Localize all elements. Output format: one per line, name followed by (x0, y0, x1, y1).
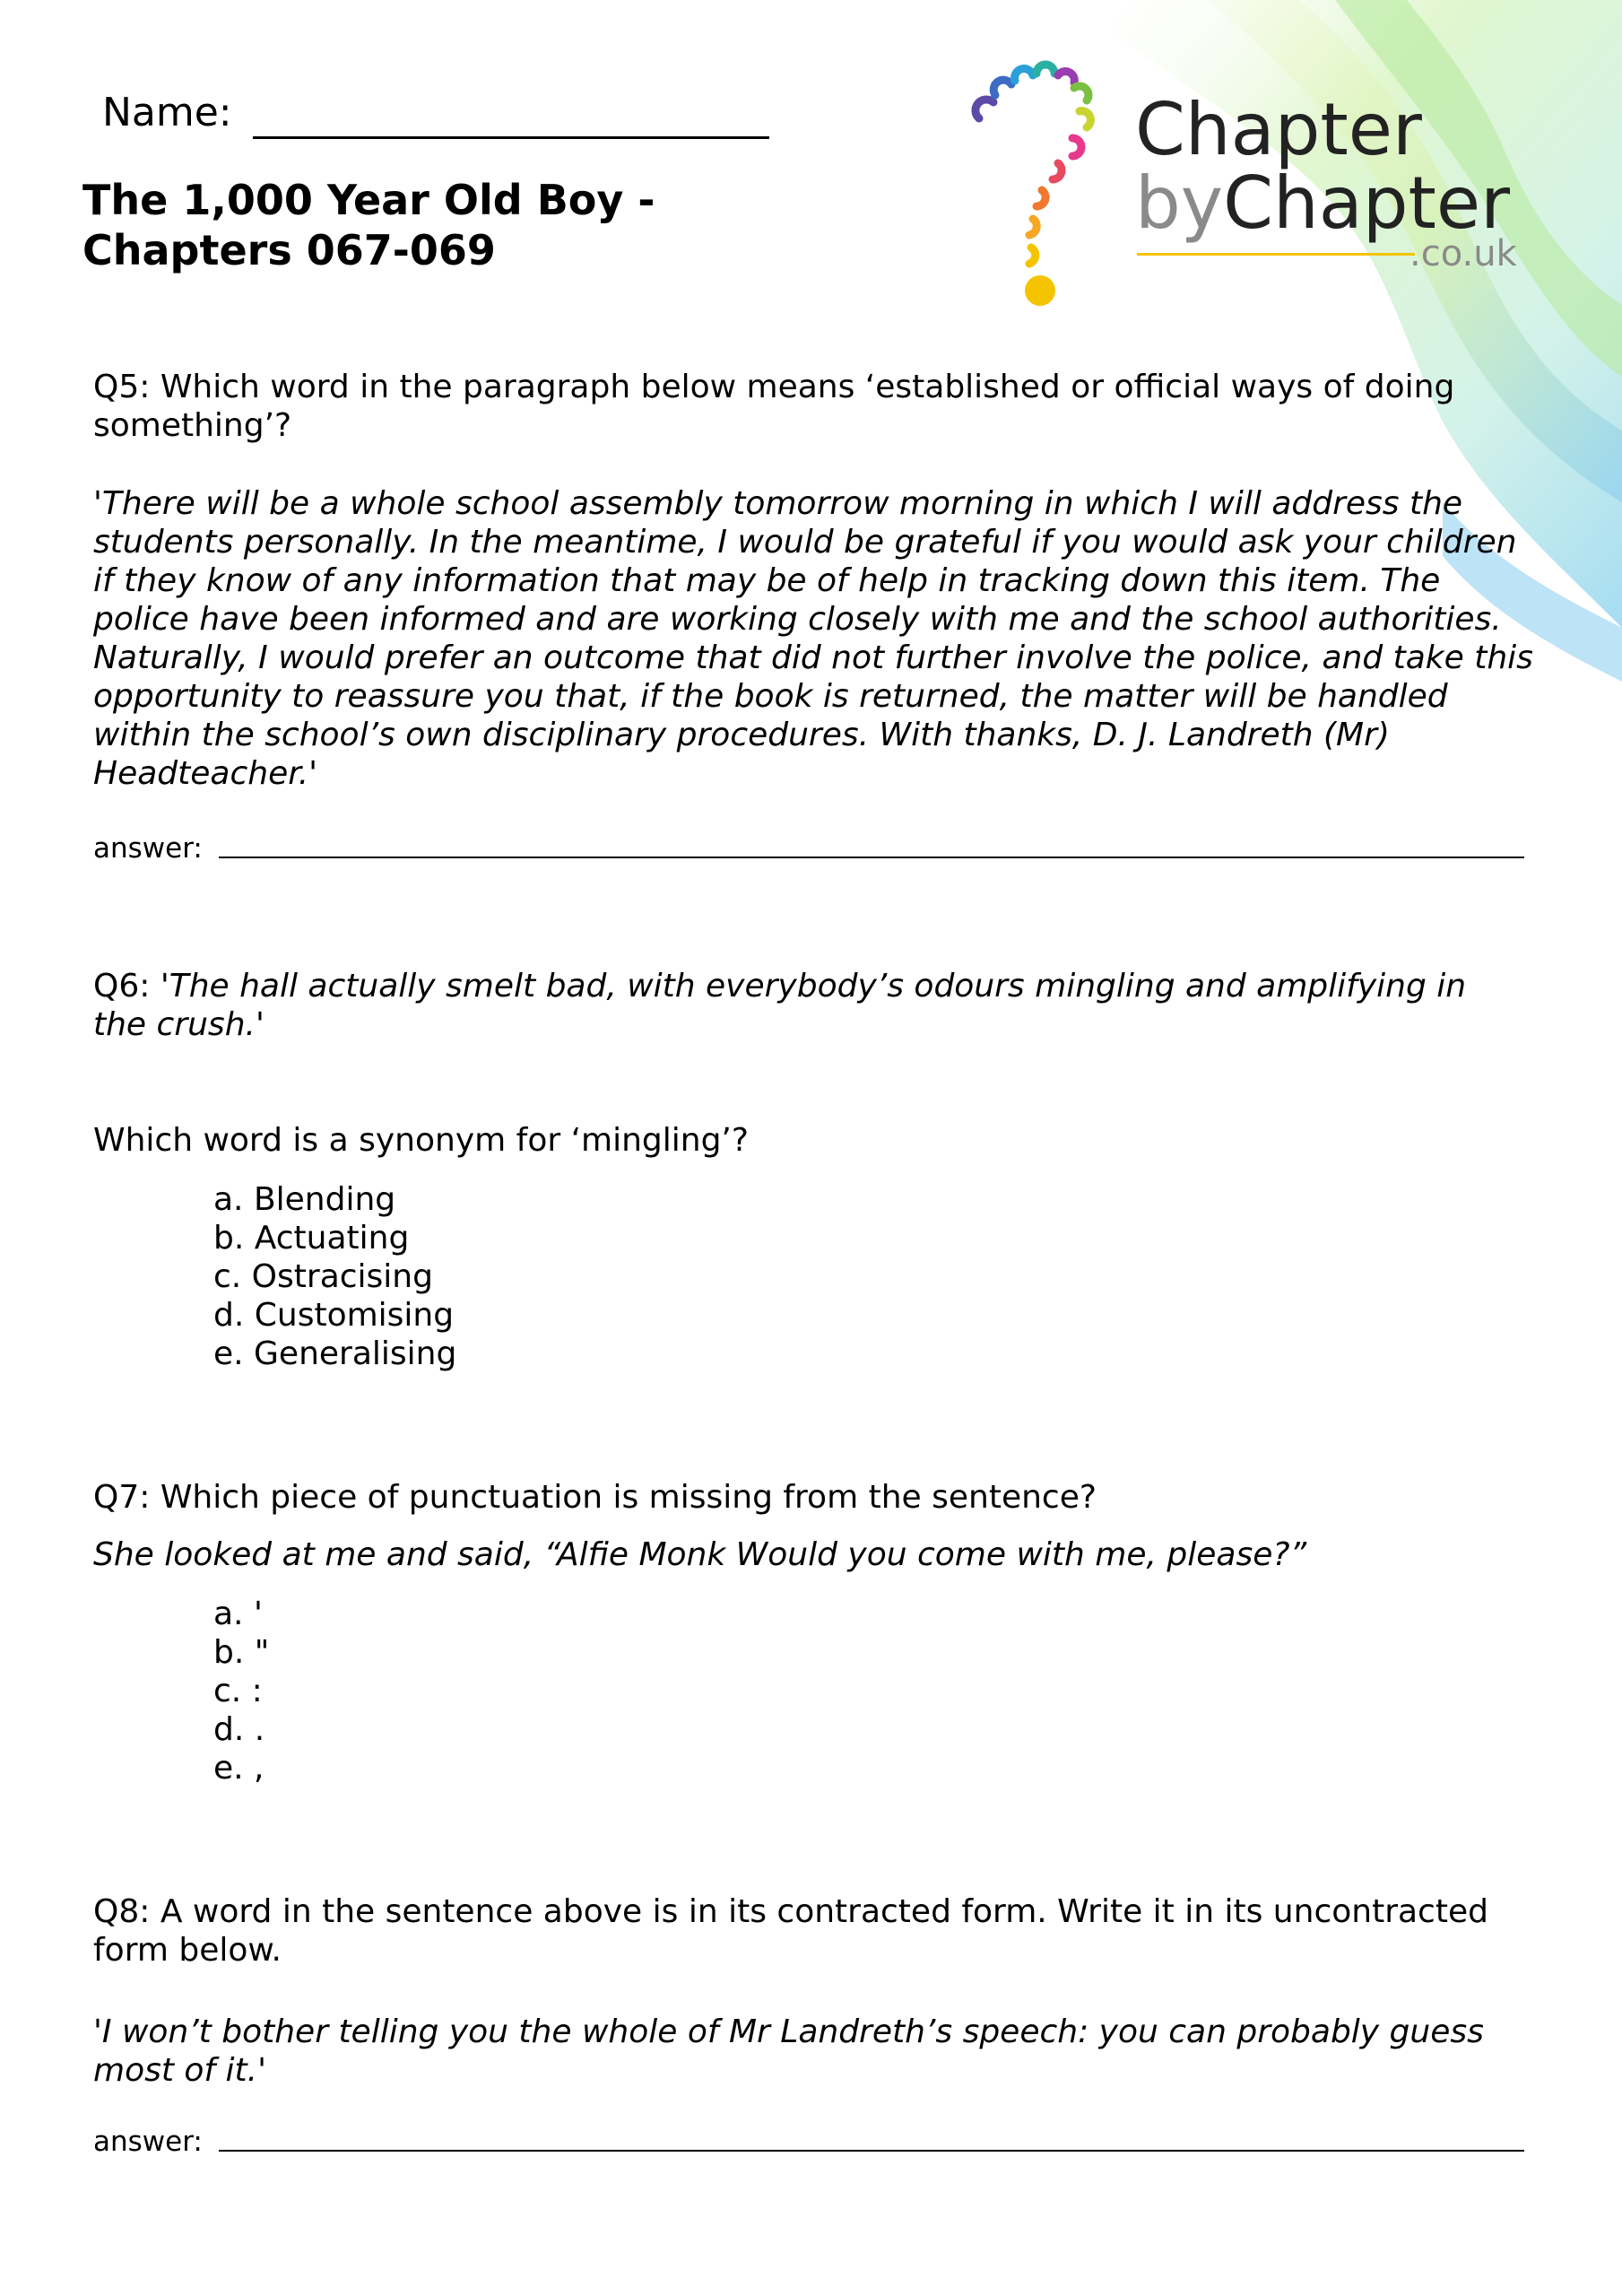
logo-underline (1137, 253, 1415, 256)
logo-word-bychapter (1135, 161, 1510, 245)
q6-option-b[interactable]: b. Actuating (213, 1220, 410, 1257)
logo-word-chapter-2: Chapter (1223, 161, 1510, 245)
q7-options (213, 1595, 269, 1787)
logo-word-chapter: Chapter (1135, 88, 1422, 171)
q7-question: Q7: Which piece of punctuation is missing from the sentence? (93, 1479, 1097, 1516)
name-field-line[interactable] (253, 136, 769, 139)
chapter-by-chapter-logo (968, 56, 1542, 316)
q6-options (213, 1180, 456, 1373)
logo-word-by: by (1135, 161, 1224, 245)
q6-block (93, 967, 1528, 1044)
q5-answer-field[interactable] (219, 857, 1524, 858)
q8-question: Q8: A word in the sentence above is in its contracted form. Write it in its uncontracted form below. (93, 1893, 1488, 1969)
q6-prefix: Q6: (93, 968, 160, 1004)
q6-option-a[interactable]: a. Blending (213, 1181, 396, 1218)
name-label: Name: (102, 90, 232, 135)
q7-option-b[interactable]: b. " (213, 1634, 270, 1671)
q5-answer-label: answer: (93, 832, 203, 865)
worksheet-title (82, 175, 655, 275)
q6-question: Which word is a synonym for ‘mingling’? (93, 1122, 749, 1159)
q8-quote: 'I won’t bother telling you the whole of Mr Landreth’s speech: you can probably guess most of it.' (93, 2013, 1484, 2089)
title-line-1: The 1,000 Year Old Boy - (82, 176, 655, 224)
logo-domain: .co.uk (1409, 233, 1517, 274)
q7-sentence: She looked at me and said, “Alfie Monk Would you come with me, please?” (93, 1536, 1307, 1573)
q5-question: Q5: Which word in the paragraph below means ‘established or official ways of doing something’? (93, 369, 1455, 444)
q6-option-d[interactable]: d. Customising (213, 1297, 455, 1334)
q5-passage: 'There will be a whole school assembly tomorrow morning in which I will address the students personally. In the meantime, I would be grateful if you would ask your children if they know of any information that may be of help in tracking down this item. The police have been informed and are working closely with me and the school authorities. Naturally, I would prefer an outcome that did not further involve the police, and take this opportunity to reassure you that, if the book is returned, the matter will be handled within the school’s own disciplinary procedures. With thanks, D. J. Landreth (Mr) Headteacher.' (93, 485, 1533, 792)
logo-book-arc-icon (968, 56, 1121, 316)
q6-option-e[interactable]: e. Generalising (213, 1335, 457, 1372)
logo-wordmark (1135, 88, 1510, 245)
q7-option-d[interactable]: d. . (213, 1711, 265, 1748)
q7-option-a[interactable]: a. ' (213, 1596, 263, 1632)
q8-answer-field[interactable] (219, 2150, 1524, 2152)
q6-option-c[interactable]: c. Ostracising (213, 1258, 433, 1295)
title-line-2: Chapters 067-069 (82, 226, 496, 274)
q6-quote: 'The hall actually smelt bad, with everybody’s odours mingling and amplifying in the crush.' (93, 968, 1467, 1043)
q7-option-e[interactable]: e. , (213, 1750, 265, 1787)
q8-answer-label: answer: (93, 2126, 203, 2158)
q7-option-c[interactable]: c. : (213, 1673, 263, 1709)
